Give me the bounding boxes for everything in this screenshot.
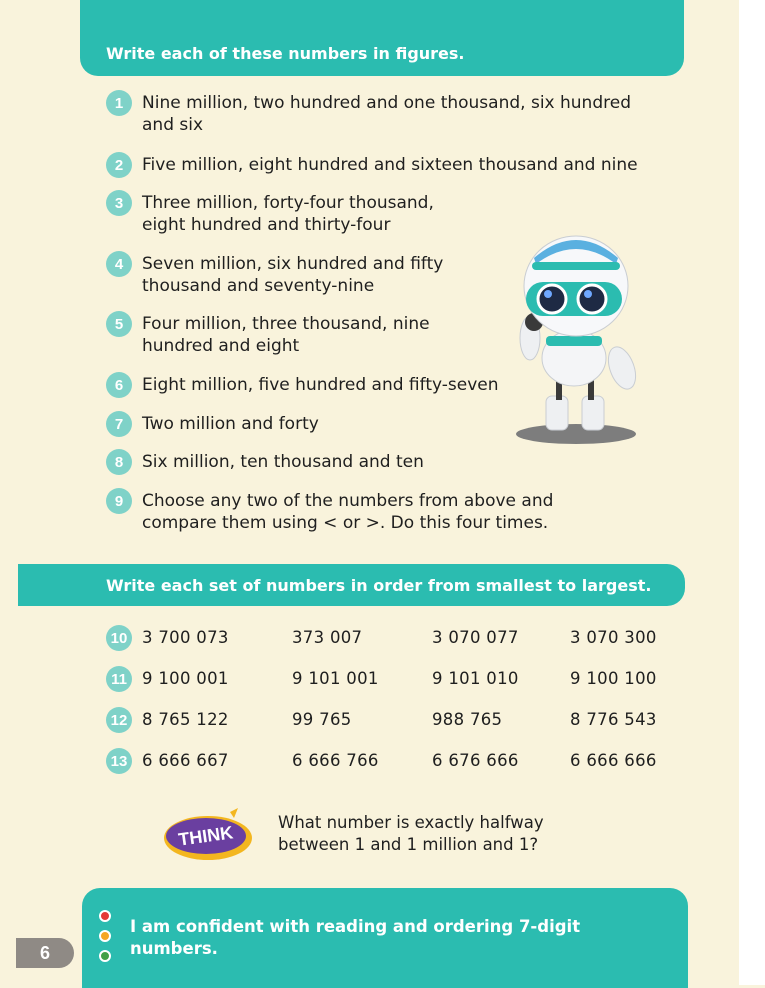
order-row-10 <box>106 625 686 651</box>
number-cell: 6 676 666 <box>432 751 519 770</box>
question-number: 10 <box>106 625 132 651</box>
confidence-banner <box>82 888 688 988</box>
number-cell: 6 666 766 <box>292 751 379 770</box>
think-badge-label: THINK <box>177 822 235 850</box>
question-text: Choose any two of the numbers from above and compare them using < or >. Do this four times. <box>142 491 554 533</box>
question-9 <box>106 490 582 534</box>
section2-heading-banner <box>18 564 685 606</box>
robot-illustration <box>512 228 652 450</box>
number-cell: 9 101 001 <box>292 669 379 688</box>
question-4 <box>106 253 462 297</box>
order-row-12 <box>106 707 686 733</box>
question-number: 2 <box>106 152 132 178</box>
number-cell: 9 101 010 <box>432 669 519 688</box>
section1-heading: Write each of these numbers in figures. <box>106 43 465 63</box>
traffic-light-green <box>99 950 111 962</box>
traffic-light-amber <box>99 930 111 942</box>
robot-shadow <box>516 424 636 444</box>
number-cell: 6 666 667 <box>142 751 229 770</box>
question-number: 13 <box>106 748 132 774</box>
page-number <box>16 938 74 968</box>
question-text: Nine million, two hundred and one thousand, six hundred and six <box>142 93 631 135</box>
question-number: 5 <box>106 311 132 337</box>
question-text: Seven million, six hundred and fifty thousand and seventy-nine <box>142 254 444 296</box>
number-cell: 9 100 100 <box>570 669 657 688</box>
number-cell: 99 765 <box>292 710 352 729</box>
question-text: Eight million, five hundred and fifty-seven <box>142 375 499 395</box>
question-number: 9 <box>106 488 132 514</box>
number-cell: 3 700 073 <box>142 628 229 647</box>
confidence-statement: I am confident with reading and ordering 7-digit numbers. <box>130 917 581 958</box>
question-3 <box>106 192 460 236</box>
question-text: Three million, forty-four thousand, eight hundred and thirty-four <box>142 193 434 235</box>
robot-eye-glint-right <box>584 290 592 298</box>
number-cell: 988 765 <box>432 710 503 729</box>
number-cell: 3 070 300 <box>570 628 657 647</box>
page-edge <box>739 0 765 985</box>
question-number: 12 <box>106 707 132 733</box>
think-spark <box>230 808 238 818</box>
section1-heading-banner <box>80 0 684 76</box>
question-8 <box>106 451 462 475</box>
robot-leg-left <box>546 396 568 430</box>
question-text: Four million, three thousand, nine hundred and eight <box>142 314 430 356</box>
question-number: 6 <box>106 372 132 398</box>
robot-eye-left <box>538 285 566 313</box>
question-number: 7 <box>106 411 132 437</box>
number-cell: 8 765 122 <box>142 710 229 729</box>
question-5 <box>106 313 442 357</box>
question-text: Five million, eight hundred and sixteen thousand and nine <box>142 155 638 175</box>
robot-leg-right <box>582 396 604 430</box>
question-text: Six million, ten thousand and ten <box>142 452 424 472</box>
question-number: 3 <box>106 190 132 216</box>
page-number-text: 6 <box>39 942 50 963</box>
robot-eye-right <box>578 285 606 313</box>
question-7 <box>106 413 442 437</box>
robot-headband <box>532 262 620 270</box>
question-number: 4 <box>106 251 132 277</box>
traffic-lights <box>96 910 114 962</box>
question-number: 1 <box>106 90 132 116</box>
robot-collar <box>546 336 602 346</box>
traffic-light-red <box>99 910 111 922</box>
robot-arm-right <box>603 343 641 393</box>
question-6 <box>106 374 542 398</box>
question-number: 11 <box>106 666 132 692</box>
think-question: What number is exactly halfway between 1 and 1 million and 1? <box>278 813 544 854</box>
section2-heading: Write each set of numbers in order from smallest to largest. <box>106 575 652 595</box>
number-cell: 8 776 543 <box>570 710 657 729</box>
number-cell: 3 070 077 <box>432 628 519 647</box>
question-number: 8 <box>106 449 132 475</box>
number-cell: 9 100 001 <box>142 669 229 688</box>
think-badge <box>160 808 256 864</box>
order-row-11 <box>106 666 686 692</box>
question-text: Two million and forty <box>142 414 319 434</box>
order-row-13 <box>106 748 686 774</box>
number-cell: 373 007 <box>292 628 363 647</box>
question-2 <box>106 154 662 178</box>
number-cell: 6 666 666 <box>570 751 657 770</box>
question-1 <box>106 92 652 136</box>
robot-eye-glint-left <box>544 290 552 298</box>
